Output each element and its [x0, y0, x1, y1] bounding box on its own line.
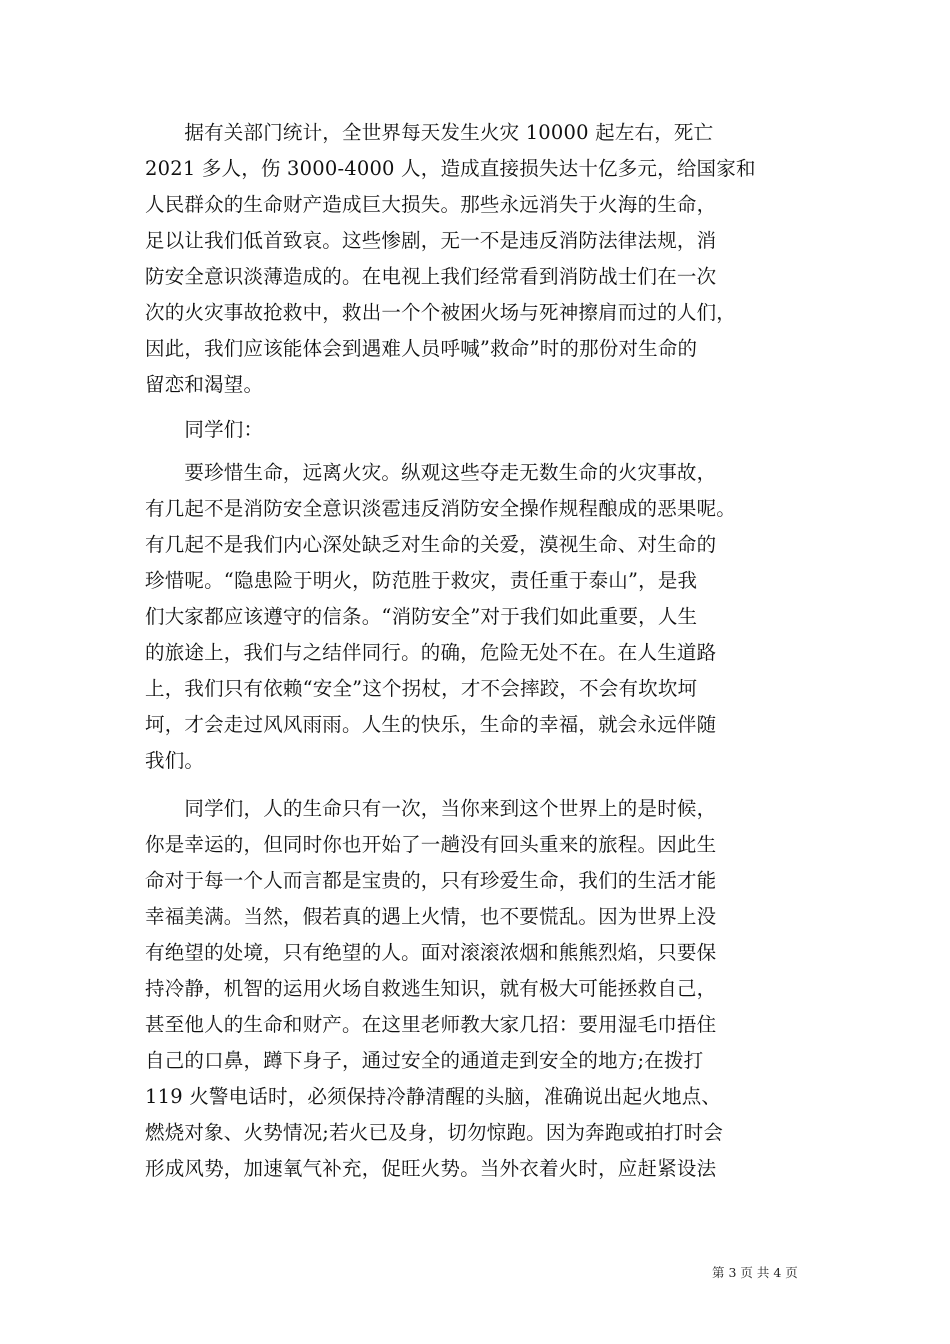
text-line: 人民群众的生命财产造成巨大损失。那些永远消失于火海的生命，	[145, 193, 717, 216]
text-line: 燃烧对象、火势情况;若火已及身，切勿惊跑。因为奔跑或拍打时会	[145, 1121, 724, 1144]
text-line: 有绝望的处境，只有绝望的人。面对滚滚浓烟和熊熊烈焰，只要保	[145, 941, 717, 964]
text-line: 的旅途上，我们与之结伴同行。的确，危险无处不在。在人生道路	[145, 641, 717, 664]
text-line: 珍惜呢。“隐患险于明火，防范胜于救灾，责任重于泰山”，是我	[145, 569, 698, 592]
text-line: 持冷静，机智的运用火场自救逃生知识，就有极大可能拯救自己，	[145, 977, 717, 1000]
text-line: 足以让我们低首致哀。这些惨剧，无一不是违反消防法律法规，消	[145, 229, 717, 252]
text-line: 留恋和渴望。	[145, 373, 264, 396]
text-line: 据有关部门统计，全世界每天发生火灾 10000 起左右，死亡	[145, 121, 714, 144]
text-line: 上，我们只有依赖“安全”这个拐杖，才不会摔跤，不会有坎坎坷	[145, 677, 698, 700]
text-line: 命对于每一个人而言都是宝贵的，只有珍爱生命，我们的生活才能	[145, 869, 717, 892]
text-line: 要珍惜生命，远离火灾。纵观这些夺走无数生命的火灾事故，	[145, 461, 717, 484]
text-line: 幸福美满。当然，假若真的遇上火情，也不要慌乱。因为世界上没	[145, 905, 717, 928]
text-line: 同学们，人的生命只有一次，当你来到这个世界上的是时候，	[145, 797, 717, 820]
text-line: 因此，我们应该能体会到遇难人员呼喊”救命”时的那份对生命的	[145, 337, 698, 360]
text-line: 有几起不是我们内心深处缺乏对生命的关爱，漠视生命、对生命的	[145, 533, 717, 556]
text-line: 次的火灾事故抢救中，救出一个个被困火场与死神擦肩而过的人们，	[145, 301, 737, 324]
text-line: 同学们：	[145, 418, 264, 441]
text-line: 形成风势，加速氧气补充，促旺火势。当外衣着火时，应赶紧设法	[145, 1157, 717, 1180]
text-line: 有几起不是消防安全意识淡雹违反消防安全操作规程酿成的恶果呢。	[145, 497, 737, 520]
text-line: 你是幸运的，但同时你也开始了一趟没有回头重来的旅程。因此生	[145, 833, 717, 856]
text-line: 坷，才会走过风风雨雨。人生的快乐，生命的幸福，就会永远伴随	[145, 713, 717, 736]
text-line: 们大家都应该遵守的信条。“消防安全”对于我们如此重要，人生	[145, 605, 698, 628]
text-line: 119 火警电话时，必须保持冷静清醒的头脑，准确说出起火地点、	[145, 1085, 722, 1108]
text-line: 我们。	[145, 749, 205, 772]
text-line: 防安全意识淡薄造成的。在电视上我们经常看到消防战士们在一次	[145, 265, 717, 288]
page-number-footer: 第 3 页 共 4 页	[712, 1265, 798, 1280]
text-line: 2021 多人，伤 3000-4000 人，造成直接损失达十亿多元，给国家和	[145, 157, 756, 180]
text-line: 自己的口鼻，蹲下身子，通过安全的通道走到安全的地方;在拨打	[145, 1049, 704, 1072]
text-line: 甚至他人的生命和财产。在这里老师教大家几招：要用湿毛巾捂住	[145, 1013, 717, 1036]
